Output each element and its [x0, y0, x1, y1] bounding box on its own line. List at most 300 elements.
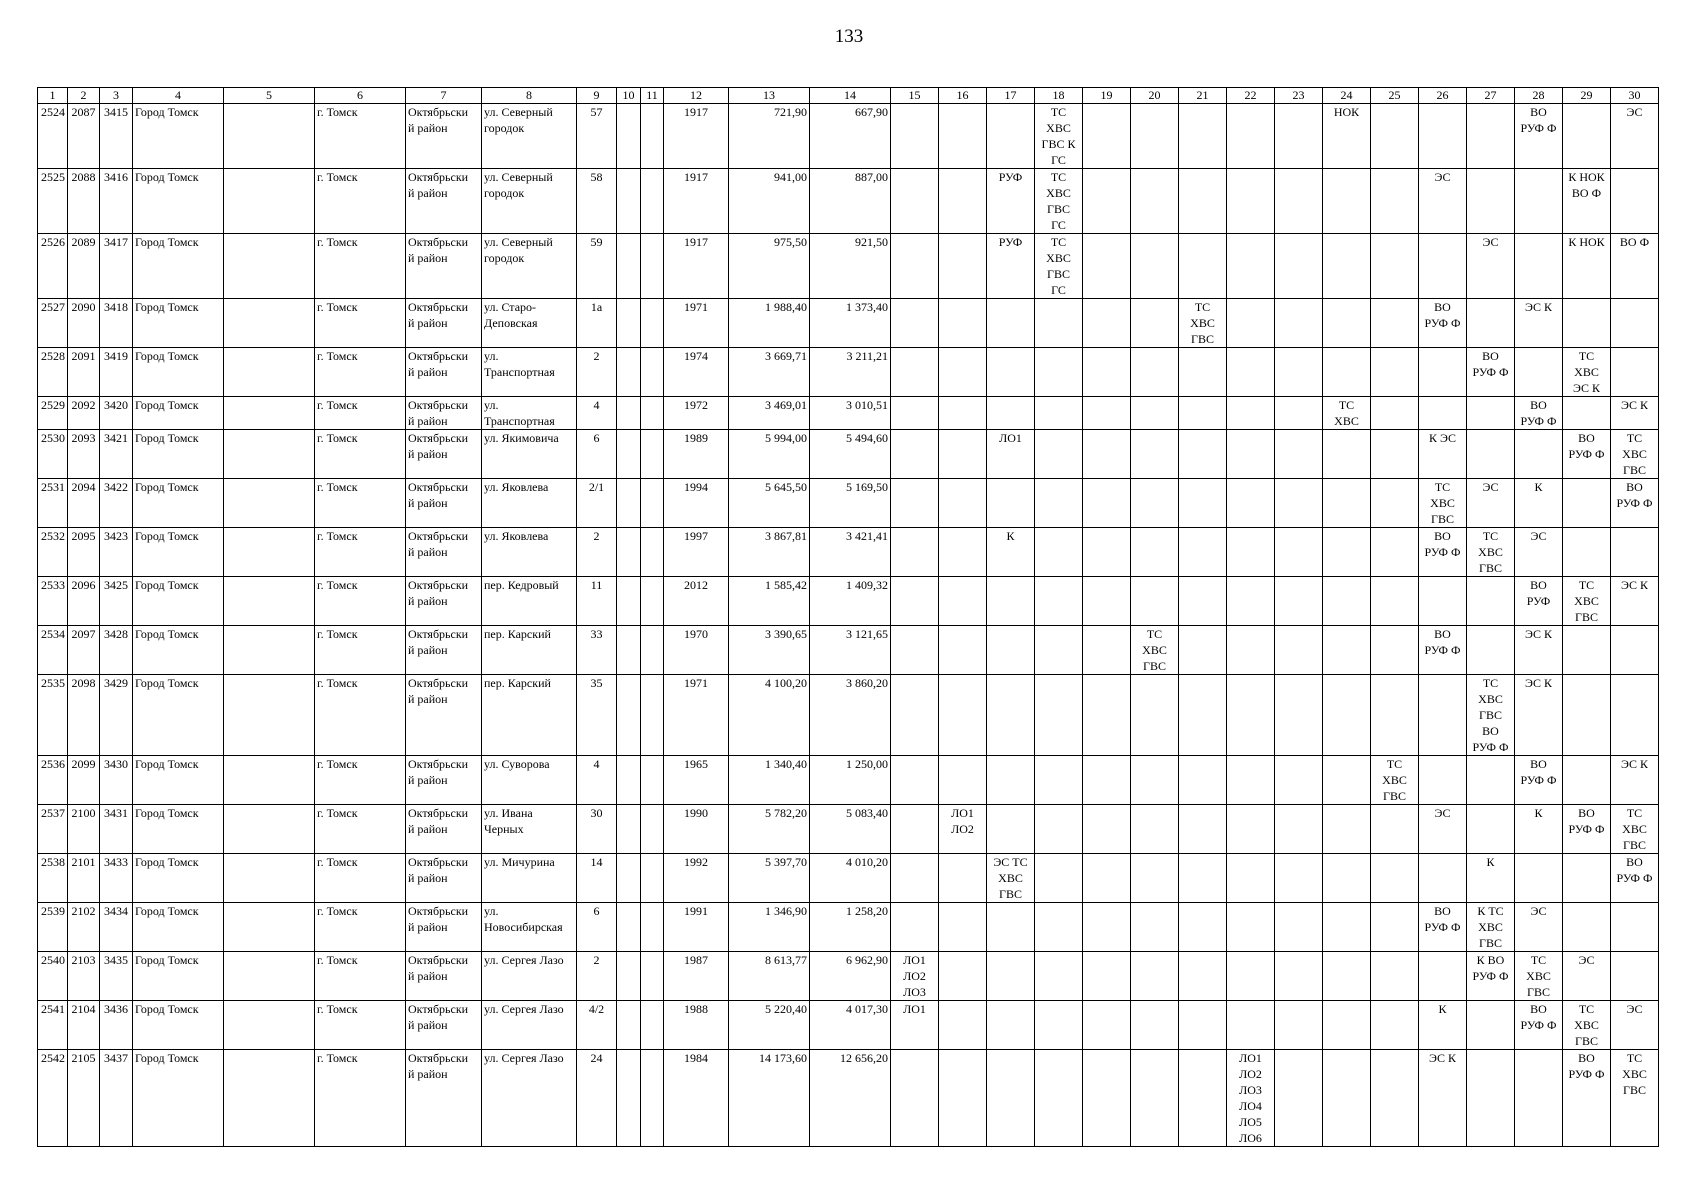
cell-col-10 — [617, 854, 641, 903]
cell-col-12: 1991 — [664, 903, 729, 952]
cell-col-3: 3437 — [100, 1050, 133, 1147]
cell-col-8: ул. Сергея Лазо — [482, 1050, 577, 1147]
cell-col-16 — [939, 299, 987, 348]
cell-col-16 — [939, 952, 987, 1001]
cell-col-4: Город Томск — [133, 903, 224, 952]
table-row — [38, 348, 1659, 397]
cell-col-28: ЭС К — [1515, 675, 1563, 756]
table-row — [38, 854, 1659, 903]
cell-col-6: г. Томск — [315, 756, 406, 805]
cell-col-9: 2/1 — [577, 479, 617, 528]
column-header-18: 18 — [1035, 88, 1083, 104]
cell-col-6: г. Томск — [315, 577, 406, 626]
cell-col-21 — [1179, 854, 1227, 903]
cell-col-2: 2100 — [68, 805, 100, 854]
cell-col-20 — [1131, 397, 1179, 430]
column-header-17: 17 — [987, 88, 1035, 104]
cell-col-13: 1 988,40 — [729, 299, 810, 348]
cell-col-29 — [1563, 299, 1611, 348]
cell-col-1: 2532 — [38, 528, 68, 577]
cell-col-2: 2099 — [68, 756, 100, 805]
table-row — [38, 234, 1659, 299]
cell-col-21 — [1179, 169, 1227, 234]
cell-col-2: 2088 — [68, 169, 100, 234]
cell-col-9: 1а — [577, 299, 617, 348]
cell-col-18 — [1035, 1001, 1083, 1050]
cell-col-9: 2 — [577, 348, 617, 397]
cell-col-16 — [939, 756, 987, 805]
cell-col-13: 1 585,42 — [729, 577, 810, 626]
cell-col-27 — [1467, 104, 1515, 169]
cell-col-15: ЛО1 ЛО2 ЛО3 — [891, 952, 939, 1001]
cell-col-14: 5 169,50 — [810, 479, 891, 528]
table-row — [38, 479, 1659, 528]
column-header-20: 20 — [1131, 88, 1179, 104]
cell-col-18 — [1035, 805, 1083, 854]
cell-col-12: 1997 — [664, 528, 729, 577]
cell-col-23 — [1275, 1050, 1323, 1147]
cell-col-8: ул. Транспортная — [482, 348, 577, 397]
cell-col-21 — [1179, 104, 1227, 169]
cell-col-13: 5 782,20 — [729, 805, 810, 854]
cell-col-26 — [1419, 952, 1467, 1001]
cell-col-1: 2541 — [38, 1001, 68, 1050]
cell-col-7: Октябрьски й район — [406, 104, 482, 169]
cell-col-25 — [1371, 528, 1419, 577]
cell-col-9: 4 — [577, 397, 617, 430]
cell-col-23 — [1275, 299, 1323, 348]
cell-col-16 — [939, 169, 987, 234]
cell-col-1: 2538 — [38, 854, 68, 903]
cell-col-6: г. Томск — [315, 430, 406, 479]
cell-col-28: ВО РУФ — [1515, 577, 1563, 626]
cell-col-27 — [1467, 626, 1515, 675]
column-header-11: 11 — [641, 88, 664, 104]
cell-col-19 — [1083, 169, 1131, 234]
cell-col-25 — [1371, 479, 1419, 528]
cell-col-15 — [891, 1050, 939, 1147]
cell-col-7: Октябрьски й район — [406, 805, 482, 854]
cell-col-12: 2012 — [664, 577, 729, 626]
cell-col-21 — [1179, 577, 1227, 626]
cell-col-23 — [1275, 805, 1323, 854]
cell-col-5 — [224, 1001, 315, 1050]
cell-col-13: 3 867,81 — [729, 528, 810, 577]
cell-col-11 — [641, 675, 664, 756]
cell-col-18 — [1035, 430, 1083, 479]
cell-col-24 — [1323, 952, 1371, 1001]
cell-col-3: 3433 — [100, 854, 133, 903]
cell-col-7: Октябрьски й район — [406, 854, 482, 903]
cell-col-29 — [1563, 626, 1611, 675]
cell-col-14: 3 421,41 — [810, 528, 891, 577]
cell-col-6: г. Томск — [315, 169, 406, 234]
cell-col-30: ЭС — [1611, 104, 1659, 169]
cell-col-1: 2537 — [38, 805, 68, 854]
cell-col-17 — [987, 805, 1035, 854]
cell-col-3: 3434 — [100, 903, 133, 952]
cell-col-1: 2526 — [38, 234, 68, 299]
cell-col-10 — [617, 234, 641, 299]
cell-col-4: Город Томск — [133, 952, 224, 1001]
cell-col-24: ТС ХВС — [1323, 397, 1371, 430]
cell-col-3: 3422 — [100, 479, 133, 528]
column-header-7: 7 — [406, 88, 482, 104]
cell-col-16 — [939, 903, 987, 952]
cell-col-10 — [617, 169, 641, 234]
cell-col-16 — [939, 397, 987, 430]
cell-col-30 — [1611, 675, 1659, 756]
cell-col-6: г. Томск — [315, 234, 406, 299]
cell-col-29 — [1563, 903, 1611, 952]
column-header-16: 16 — [939, 88, 987, 104]
cell-col-9: 2 — [577, 528, 617, 577]
cell-col-1: 2535 — [38, 675, 68, 756]
cell-col-14: 3 121,65 — [810, 626, 891, 675]
cell-col-5 — [224, 1050, 315, 1147]
column-header-14: 14 — [810, 88, 891, 104]
cell-col-20: ТС ХВС ГВС — [1131, 626, 1179, 675]
cell-col-29 — [1563, 675, 1611, 756]
cell-col-25 — [1371, 169, 1419, 234]
cell-col-9: 11 — [577, 577, 617, 626]
cell-col-22 — [1227, 577, 1275, 626]
column-header-19: 19 — [1083, 88, 1131, 104]
cell-col-28: ЭС — [1515, 528, 1563, 577]
cell-col-14: 1 250,00 — [810, 756, 891, 805]
cell-col-13: 4 100,20 — [729, 675, 810, 756]
cell-col-5 — [224, 348, 315, 397]
cell-col-3: 3436 — [100, 1001, 133, 1050]
cell-col-26: ВО РУФ Ф — [1419, 626, 1467, 675]
cell-col-17 — [987, 348, 1035, 397]
cell-col-22 — [1227, 952, 1275, 1001]
cell-col-19 — [1083, 528, 1131, 577]
cell-col-4: Город Томск — [133, 299, 224, 348]
cell-col-3: 3419 — [100, 348, 133, 397]
cell-col-15 — [891, 577, 939, 626]
cell-col-20 — [1131, 234, 1179, 299]
cell-col-28: К — [1515, 805, 1563, 854]
cell-col-8: ул. Сергея Лазо — [482, 952, 577, 1001]
cell-col-22 — [1227, 234, 1275, 299]
cell-col-20 — [1131, 756, 1179, 805]
cell-col-25 — [1371, 903, 1419, 952]
cell-col-11 — [641, 104, 664, 169]
cell-col-29 — [1563, 397, 1611, 430]
cell-col-16 — [939, 528, 987, 577]
column-header-6: 6 — [315, 88, 406, 104]
cell-col-28: ВО РУФ Ф — [1515, 756, 1563, 805]
cell-col-23 — [1275, 348, 1323, 397]
cell-col-4: Город Томск — [133, 348, 224, 397]
cell-col-8: ул. Транспортная — [482, 397, 577, 430]
cell-col-16 — [939, 1001, 987, 1050]
cell-col-23 — [1275, 528, 1323, 577]
cell-col-22 — [1227, 1001, 1275, 1050]
cell-col-8: ул. Якимовича — [482, 430, 577, 479]
cell-col-14: 3 860,20 — [810, 675, 891, 756]
cell-col-3: 3428 — [100, 626, 133, 675]
cell-col-10 — [617, 104, 641, 169]
cell-col-22 — [1227, 104, 1275, 169]
cell-col-17 — [987, 577, 1035, 626]
cell-col-30: ТС ХВС ГВС — [1611, 1050, 1659, 1147]
cell-col-23 — [1275, 397, 1323, 430]
cell-col-16 — [939, 234, 987, 299]
cell-col-26 — [1419, 675, 1467, 756]
column-header-2: 2 — [68, 88, 100, 104]
cell-col-12: 1972 — [664, 397, 729, 430]
cell-col-11 — [641, 430, 664, 479]
cell-col-9: 59 — [577, 234, 617, 299]
cell-col-2: 2096 — [68, 577, 100, 626]
cell-col-13: 5 645,50 — [729, 479, 810, 528]
cell-col-30: ВО РУФ Ф — [1611, 854, 1659, 903]
cell-col-28 — [1515, 169, 1563, 234]
column-header-29: 29 — [1563, 88, 1611, 104]
cell-col-20 — [1131, 675, 1179, 756]
cell-col-23 — [1275, 577, 1323, 626]
cell-col-12: 1917 — [664, 104, 729, 169]
cell-col-17 — [987, 1050, 1035, 1147]
cell-col-22: ЛО1 ЛО2 ЛО3 ЛО4 ЛО5 ЛО6 — [1227, 1050, 1275, 1147]
cell-col-15 — [891, 169, 939, 234]
cell-col-8: ул. Мичурина — [482, 854, 577, 903]
cell-col-19 — [1083, 397, 1131, 430]
cell-col-11 — [641, 854, 664, 903]
cell-col-14: 887,00 — [810, 169, 891, 234]
cell-col-7: Октябрьски й район — [406, 528, 482, 577]
cell-col-24 — [1323, 1001, 1371, 1050]
cell-col-2: 2103 — [68, 952, 100, 1001]
cell-col-2: 2094 — [68, 479, 100, 528]
cell-col-27 — [1467, 397, 1515, 430]
cell-col-3: 3423 — [100, 528, 133, 577]
cell-col-16 — [939, 1050, 987, 1147]
table-row — [38, 626, 1659, 675]
cell-col-5 — [224, 299, 315, 348]
cell-col-24 — [1323, 1050, 1371, 1147]
column-header-4: 4 — [133, 88, 224, 104]
cell-col-8: пер. Карский — [482, 626, 577, 675]
cell-col-26 — [1419, 348, 1467, 397]
cell-col-10 — [617, 577, 641, 626]
cell-col-2: 2090 — [68, 299, 100, 348]
cell-col-10 — [617, 430, 641, 479]
cell-col-16 — [939, 675, 987, 756]
page-number: 133 — [834, 26, 864, 47]
cell-col-13: 5 397,70 — [729, 854, 810, 903]
cell-col-22 — [1227, 397, 1275, 430]
cell-col-20 — [1131, 430, 1179, 479]
cell-col-2: 2097 — [68, 626, 100, 675]
cell-col-27: ЭС — [1467, 479, 1515, 528]
cell-col-24 — [1323, 348, 1371, 397]
cell-col-24 — [1323, 528, 1371, 577]
cell-col-21 — [1179, 756, 1227, 805]
cell-col-14: 3 010,51 — [810, 397, 891, 430]
cell-col-10 — [617, 805, 641, 854]
cell-col-29: К НОК ВО Ф — [1563, 169, 1611, 234]
cell-col-29: ВО РУФ Ф — [1563, 430, 1611, 479]
cell-col-25 — [1371, 577, 1419, 626]
cell-col-23 — [1275, 430, 1323, 479]
cell-col-10 — [617, 952, 641, 1001]
cell-col-8: ул. Северный городок — [482, 104, 577, 169]
cell-col-14: 1 258,20 — [810, 903, 891, 952]
cell-col-10 — [617, 1001, 641, 1050]
cell-col-2: 2104 — [68, 1001, 100, 1050]
cell-col-29 — [1563, 528, 1611, 577]
cell-col-5 — [224, 528, 315, 577]
cell-col-30: ТС ХВС ГВС — [1611, 805, 1659, 854]
cell-col-23 — [1275, 952, 1323, 1001]
column-number-header-row — [38, 88, 1659, 104]
cell-col-5 — [224, 577, 315, 626]
cell-col-27 — [1467, 805, 1515, 854]
cell-col-15 — [891, 430, 939, 479]
cell-col-7: Октябрьски й район — [406, 479, 482, 528]
cell-col-1: 2542 — [38, 1050, 68, 1147]
cell-col-22 — [1227, 805, 1275, 854]
cell-col-28: ВО РУФ Ф — [1515, 397, 1563, 430]
cell-col-4: Город Томск — [133, 805, 224, 854]
cell-col-30: ВО РУФ Ф — [1611, 479, 1659, 528]
cell-col-10 — [617, 1050, 641, 1147]
cell-col-1: 2528 — [38, 348, 68, 397]
cell-col-17 — [987, 104, 1035, 169]
cell-col-14: 4 010,20 — [810, 854, 891, 903]
cell-col-22 — [1227, 169, 1275, 234]
cell-col-24 — [1323, 169, 1371, 234]
cell-col-13: 1 346,90 — [729, 903, 810, 952]
cell-col-8: ул. Новосибирская — [482, 903, 577, 952]
cell-col-4: Город Томск — [133, 234, 224, 299]
cell-col-12: 1971 — [664, 675, 729, 756]
cell-col-8: пер. Кедровый — [482, 577, 577, 626]
cell-col-4: Город Томск — [133, 854, 224, 903]
cell-col-29 — [1563, 854, 1611, 903]
cell-col-18 — [1035, 952, 1083, 1001]
cell-col-9: 6 — [577, 430, 617, 479]
cell-col-29: ВО РУФ Ф — [1563, 1050, 1611, 1147]
cell-col-11 — [641, 805, 664, 854]
cell-col-3: 3421 — [100, 430, 133, 479]
cell-col-11 — [641, 577, 664, 626]
cell-col-12: 1971 — [664, 299, 729, 348]
cell-col-30 — [1611, 169, 1659, 234]
cell-col-21 — [1179, 234, 1227, 299]
cell-col-19 — [1083, 430, 1131, 479]
cell-col-6: г. Томск — [315, 104, 406, 169]
column-header-25: 25 — [1371, 88, 1419, 104]
cell-col-29 — [1563, 104, 1611, 169]
cell-col-26: ВО РУФ Ф — [1419, 903, 1467, 952]
cell-col-29: ТС ХВС ГВС — [1563, 1001, 1611, 1050]
cell-col-25 — [1371, 397, 1419, 430]
cell-col-17 — [987, 675, 1035, 756]
cell-col-30: ЭС К — [1611, 756, 1659, 805]
cell-col-16 — [939, 430, 987, 479]
column-header-8: 8 — [482, 88, 577, 104]
cell-col-5 — [224, 234, 315, 299]
cell-col-23 — [1275, 854, 1323, 903]
cell-col-15 — [891, 756, 939, 805]
cell-col-6: г. Томск — [315, 805, 406, 854]
cell-col-30 — [1611, 903, 1659, 952]
cell-col-6: г. Томск — [315, 854, 406, 903]
cell-col-1: 2530 — [38, 430, 68, 479]
cell-col-1: 2540 — [38, 952, 68, 1001]
cell-col-24 — [1323, 675, 1371, 756]
cell-col-18: ТС ХВС ГВС К ГС — [1035, 104, 1083, 169]
cell-col-19 — [1083, 479, 1131, 528]
cell-col-23 — [1275, 675, 1323, 756]
cell-col-14: 1 409,32 — [810, 577, 891, 626]
cell-col-4: Город Томск — [133, 756, 224, 805]
cell-col-8: ул. Яковлева — [482, 528, 577, 577]
column-header-26: 26 — [1419, 88, 1467, 104]
cell-col-7: Октябрьски й район — [406, 952, 482, 1001]
cell-col-2: 2095 — [68, 528, 100, 577]
cell-col-6: г. Томск — [315, 479, 406, 528]
cell-col-13: 5 994,00 — [729, 430, 810, 479]
cell-col-12: 1965 — [664, 756, 729, 805]
cell-col-12: 1994 — [664, 479, 729, 528]
column-header-22: 22 — [1227, 88, 1275, 104]
cell-col-20 — [1131, 104, 1179, 169]
cell-col-26 — [1419, 577, 1467, 626]
cell-col-13: 975,50 — [729, 234, 810, 299]
cell-col-25 — [1371, 1001, 1419, 1050]
cell-col-11 — [641, 234, 664, 299]
cell-col-21 — [1179, 397, 1227, 430]
cell-col-5 — [224, 479, 315, 528]
cell-col-21 — [1179, 805, 1227, 854]
cell-col-12: 1988 — [664, 1001, 729, 1050]
cell-col-27 — [1467, 1001, 1515, 1050]
cell-col-8: ул. Северный городок — [482, 234, 577, 299]
cell-col-19 — [1083, 1001, 1131, 1050]
cell-col-5 — [224, 756, 315, 805]
cell-col-17 — [987, 299, 1035, 348]
column-header-15: 15 — [891, 88, 939, 104]
table-body — [38, 104, 1659, 1147]
cell-col-1: 2527 — [38, 299, 68, 348]
cell-col-12: 1917 — [664, 234, 729, 299]
cell-col-28: ЭС К — [1515, 299, 1563, 348]
cell-col-17 — [987, 952, 1035, 1001]
cell-col-25 — [1371, 234, 1419, 299]
column-header-10: 10 — [617, 88, 641, 104]
cell-col-13: 5 220,40 — [729, 1001, 810, 1050]
cell-col-7: Октябрьски й район — [406, 675, 482, 756]
cell-col-26 — [1419, 234, 1467, 299]
cell-col-26: К — [1419, 1001, 1467, 1050]
cell-col-11 — [641, 528, 664, 577]
cell-col-15 — [891, 299, 939, 348]
cell-col-15 — [891, 805, 939, 854]
column-header-23: 23 — [1275, 88, 1323, 104]
cell-col-9: 4 — [577, 756, 617, 805]
cell-col-11 — [641, 169, 664, 234]
cell-col-5 — [224, 952, 315, 1001]
cell-col-16 — [939, 104, 987, 169]
cell-col-13: 3 390,65 — [729, 626, 810, 675]
cell-col-18 — [1035, 626, 1083, 675]
cell-col-23 — [1275, 104, 1323, 169]
